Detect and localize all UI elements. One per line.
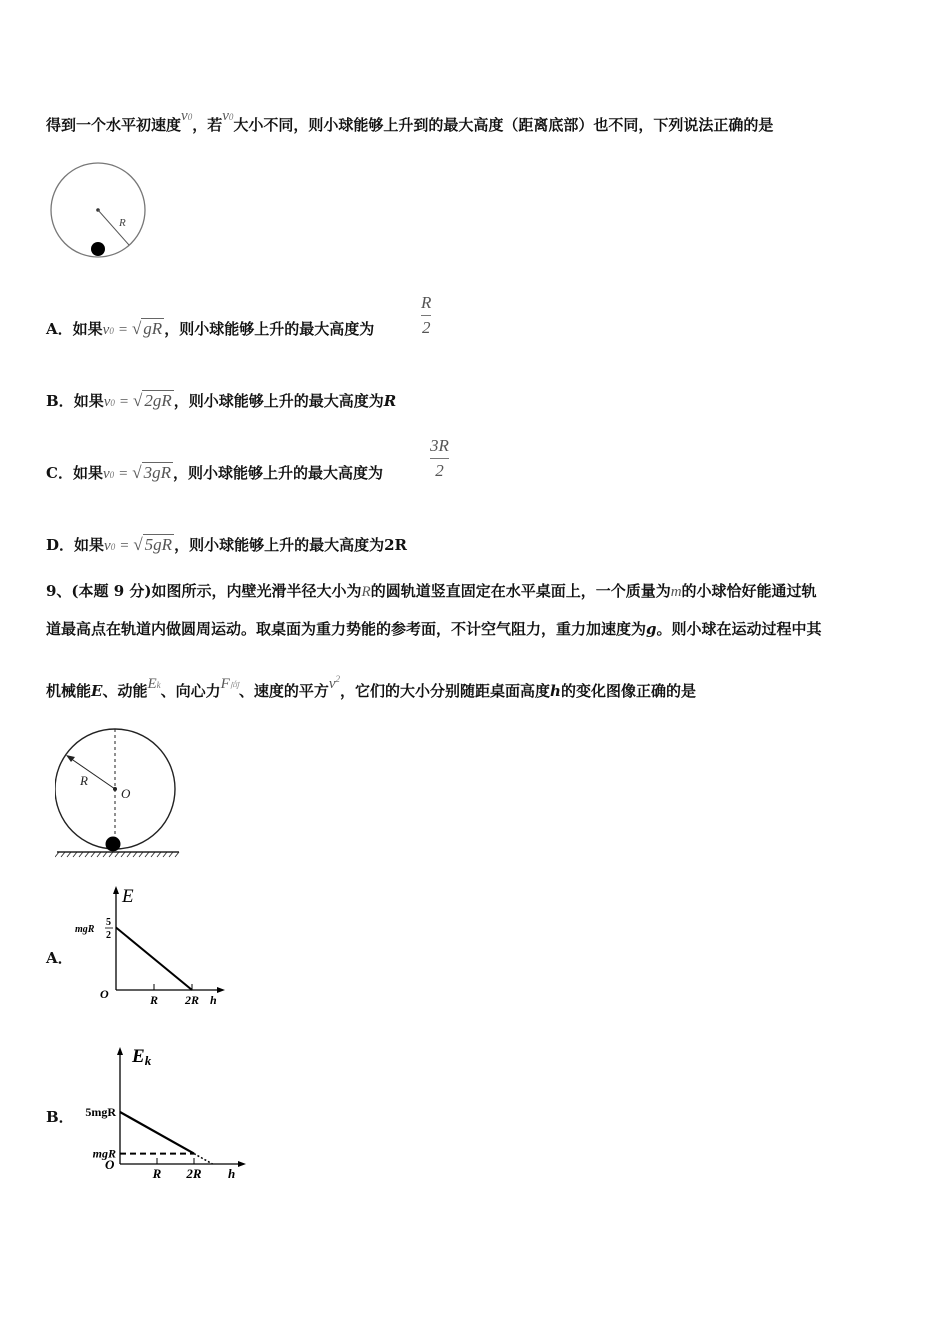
a-xlabel: h	[210, 993, 217, 1007]
v0-symbol: v0	[181, 108, 193, 124]
q8-option-c-fraction: 3R 2	[430, 436, 449, 480]
q8-intro-text-2: ，若	[192, 116, 223, 134]
x-axis-arrow	[238, 1161, 246, 1167]
a-ytick-frac-den: 2	[106, 930, 111, 941]
q9-line-3: 机械能E、动能Ek、向心力F向、速度的平方$v^2$，它们的大小分别随距桌面高度h的变化图像正确的是	[46, 674, 696, 700]
a-ylabel: E	[122, 886, 134, 907]
q9-option-a-letter[interactable]: A．	[46, 949, 73, 967]
sqrt-expression: √ 2gR	[133, 391, 172, 410]
q9-line-1: 9、(本题 9 分)如图所示，内壁光滑半径大小为R的圆轨道竖直固定在水平桌面上，一个质量为m的小球恰好能通过轨	[46, 582, 817, 600]
q8-option-c[interactable]: C．如果v0 = √ 3gR ，则小球能够上升的最大高度为	[46, 463, 384, 482]
q8-option-a[interactable]: A．如果v0 = √ gR ，则小球能够上升的最大高度为	[46, 319, 375, 338]
a-xtick-label-1: R	[149, 993, 159, 1007]
q8-circle-figure	[48, 160, 153, 265]
b-dotted-extension	[194, 1154, 213, 1164]
a-ytick-frac-num: 5	[106, 917, 111, 928]
sqrt-expression: √ gR	[131, 319, 163, 338]
b-ylabel: Ek	[132, 1046, 152, 1068]
b-xtick-label-2: 2R	[186, 1166, 202, 1181]
ball	[106, 837, 121, 852]
b-ytick-label-mgR: mgR	[92, 1146, 116, 1161]
b-ytick-label-5mgR: 5mgR	[85, 1105, 116, 1119]
b-xtick-label-1: R	[152, 1166, 162, 1181]
a-origin-label: O	[100, 987, 109, 1001]
q9-line-2: 道最高点在轨道内做圆周运动。取桌面为重力势能的参考面，不计空气阻力，重力加速度为g。则小球在运动过程中其	[46, 620, 822, 638]
a-energy-line	[116, 928, 192, 991]
symbol-Ek: Ek	[147, 676, 161, 692]
sqrt-expression: √ 3gR	[132, 463, 171, 482]
q8-intro-text-3: 大小不同，则小球能够上升到的最大高度（距离底部）也不同，下列说法正确的是	[233, 116, 774, 134]
q8-intro-line	[46, 108, 774, 135]
q9-center-label: O	[121, 786, 131, 801]
symbol-R: R	[361, 584, 371, 600]
symbol-m: m	[670, 584, 682, 600]
q9-option-a-chart	[70, 880, 240, 1010]
sqrt-expression: √ 5gR	[133, 535, 173, 554]
radius-line	[70, 758, 115, 789]
q8-option-a-fraction: R 2	[421, 293, 432, 337]
b-origin-label: O	[105, 1157, 115, 1172]
y-axis-arrow	[117, 1047, 123, 1055]
b-xlabel: h	[228, 1166, 236, 1181]
q9-option-b-chart	[70, 1040, 260, 1185]
x-axis-arrow	[217, 987, 225, 993]
ball	[91, 242, 105, 256]
q9-option-b-letter[interactable]: B．	[46, 1108, 74, 1126]
q9-track-figure	[55, 722, 185, 862]
q8-option-b[interactable]: B．如果v0 = √ 2gR ，则小球能够上升的最大高度为R	[46, 391, 397, 410]
q8-option-d[interactable]: D．如果v0 = √ 5gR ，则小球能够上升的最大高度为2R	[46, 535, 407, 554]
q8-intro-text-1: 得到一个水平初速度	[46, 116, 182, 134]
symbol-F: F向	[220, 676, 239, 692]
b-kinetic-line	[120, 1112, 194, 1154]
a-xtick-label-2: 2R	[184, 993, 200, 1007]
v0-symbol-2: v0	[222, 108, 234, 124]
y-axis-arrow	[113, 886, 119, 894]
a-ytick-label: mgR	[75, 924, 95, 935]
q8-radius-label: R	[119, 217, 126, 229]
q9-radius-label: R	[80, 773, 88, 788]
symbol-v2: $v^2$	[328, 674, 341, 692]
